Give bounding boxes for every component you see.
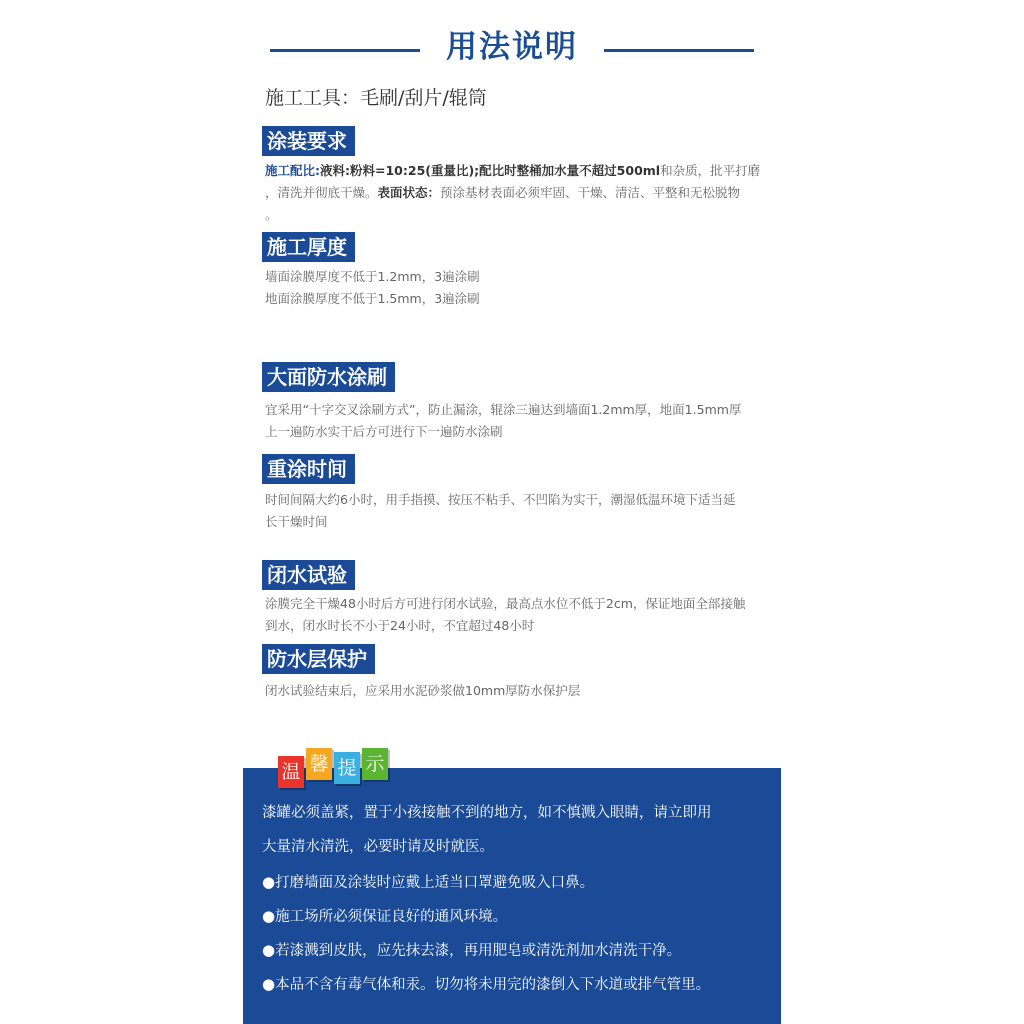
water-test-text [265, 593, 765, 637]
ratio-rest: 和杂质，批平打磨 [660, 163, 761, 178]
bullet-icon: ● [262, 941, 276, 959]
tips-badge-3: 提 [334, 752, 360, 784]
section-heading-protection: 防水层保护 [262, 644, 375, 674]
coating-text [265, 160, 765, 226]
tips-item [262, 973, 772, 996]
tips-badge-1: 温 [278, 756, 304, 788]
brushing-text [265, 399, 765, 443]
water-test-line-1: 涂膜完全干燥48小时后方可进行闭水试验，最高点水位不低于2cm，保证地面全部接触 [265, 596, 746, 611]
tips-badge-4: 示 [362, 748, 388, 780]
coating-line-1 [265, 160, 765, 182]
tips-item-text: 本品不含有毒气体和汞。切勿将未用完的漆倒入下水道或排气管里。 [275, 977, 711, 993]
bullet-icon: ● [262, 873, 276, 891]
coating-line-3: 。 [265, 207, 278, 222]
section-heading-recoat: 重涂时间 [262, 454, 355, 484]
brushing-line-1: 宜采用“十字交叉涂刷方式”，防止漏涂，辊涂三遍达到墙面1.2mm厚，地面1.5mm厚 [265, 402, 742, 417]
page-title: 用法说明 [446, 29, 578, 65]
tools-line: 施工工具：毛刷/刮片/辊筒 [265, 87, 487, 109]
section-heading-brushing: 大面防水涂刷 [262, 362, 395, 392]
coating-line-2-b: 预涂基材表面必须牢固、干燥、清洁、平整和无松脱物 [440, 185, 741, 200]
recoat-line-2: 长干燥时间 [265, 514, 328, 529]
recoat-text [265, 489, 765, 533]
bullet-icon: ● [262, 975, 276, 993]
coating-line-2-a: ，清洗并彻底干燥。 [265, 185, 378, 200]
brushing-line-2: 上一遍防水实干后方可进行下一遍防水涂刷 [265, 424, 503, 439]
section-heading-thickness: 施工厚度 [262, 232, 355, 262]
protection-line-1: 闭水试验结束后，应采用水泥砂浆做10mm厚防水保护层 [265, 683, 581, 698]
thickness-text [265, 266, 765, 310]
tips-item [262, 871, 772, 894]
bullet-icon: ● [262, 907, 276, 925]
title-line-left [270, 49, 420, 52]
surface-label: 表面状态： [377, 185, 441, 200]
tips-item [262, 905, 772, 928]
ratio-value: 液料:粉料=10:25(重量比);配比时整桶加水量不超过500ml [320, 163, 661, 178]
coating-line-2 [265, 182, 765, 204]
section-heading-coating: 涂装要求 [262, 126, 355, 156]
protection-text [265, 680, 765, 702]
recoat-line-1: 时间间隔大约6小时，用手指摸、按压不粘手、不凹陷为实干，潮湿低温环境下适当延 [265, 492, 736, 507]
section-heading-water-test: 闭水试验 [262, 560, 355, 590]
title-line-right [604, 49, 754, 52]
tips-line-2: 大量清水清洗，必要时请及时就医。 [262, 839, 494, 855]
tips-item-text: 打磨墙面及涂装时应戴上适当口罩避免吸入口鼻。 [275, 875, 595, 891]
thickness-line-2: 地面涂膜厚度不低于1.5mm，3遍涂刷 [265, 291, 480, 306]
tips-line-1: 漆罐必须盖紧，置于小孩接触不到的地方，如不慎溅入眼睛，请立即用 [262, 805, 712, 821]
tips-item-text: 施工场所必须保证良好的通风环境。 [275, 909, 508, 925]
tips-badge-2: 馨 [306, 748, 332, 780]
water-test-line-2: 到水，闭水时长不小于24小时，不宜超过48小时 [265, 618, 535, 633]
tips-item-text: 若漆溅到皮肤，应先抹去漆，再用肥皂或清洗剂加水清洗干净。 [275, 943, 682, 959]
thickness-line-1: 墙面涂膜厚度不低于1.2mm，3遍涂刷 [265, 269, 480, 284]
tips-item [262, 939, 772, 962]
ratio-label: 施工配比: [265, 163, 320, 178]
